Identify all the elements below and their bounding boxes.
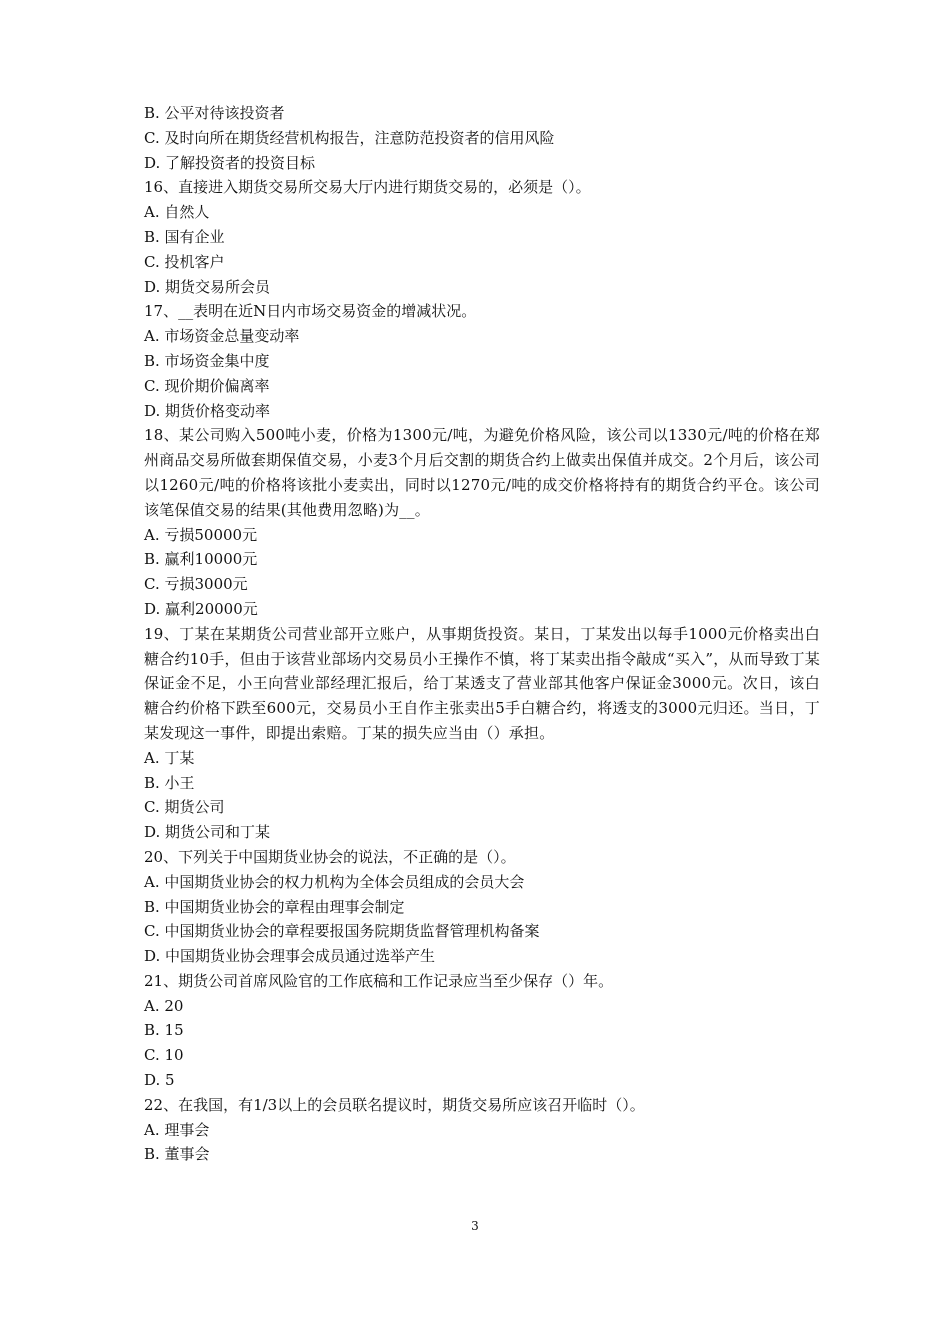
page-content	[144, 101, 820, 1167]
option-16-a: A. 自然人	[144, 203, 210, 222]
option-19-c: C. 期货公司	[144, 798, 225, 817]
option-19-a: A. 丁某	[144, 748, 195, 767]
option-18-d: D. 赢利20000元	[144, 599, 258, 618]
option-20-b: B. 中国期货业协会的章程由理事会制定	[144, 897, 405, 916]
option-21-d: D. 5	[144, 1071, 175, 1090]
question-22: 22、在我国，有1/3以上的会员联名提议时，期货交易所应该召开临时（）。	[144, 1095, 645, 1114]
option-17-c: C. 现价期价偏离率	[144, 376, 270, 395]
option-15-c: C. 及时向所在期货经营机构报告，注意防范投资者的信用风险	[144, 128, 555, 147]
question-19: 19、丁某在某期货公司营业部开立账户，从事期货投资。某日，丁某发出以每手1000元价格卖出白糖合约10手，但由于该营业部场内交易员小王操作不慎，将丁某卖出指令敲成“买入”，从而导致丁某保证金不足，小王向营业部经理汇报后，给丁某透支了营业部其他客户保证金3000元。次日，该白糖合约价格下跌至600元，交易员小王自作主张卖出5手白糖合约，将透支的3000元归还。当日，丁某发现这一事件，即提出索赔。丁某的损失应当由（）承担。	[144, 624, 820, 742]
option-15-d: D. 了解投资者的投资目标	[144, 153, 316, 172]
option-20-a: A. 中国期货业协会的权力机构为全体会员组成的会员大会	[144, 872, 525, 891]
question-20: 20、下列关于中国期货业协会的说法，不正确的是（）。	[144, 847, 516, 866]
question-16: 16、直接进入期货交易所交易大厅内进行期货交易的，必须是（）。	[144, 178, 591, 197]
option-20-c: C. 中国期货业协会的章程要报国务院期货监督管理机构备案	[144, 922, 540, 941]
option-19-b: B. 小王	[144, 773, 195, 792]
option-17-d: D. 期货价格变动率	[144, 401, 271, 420]
option-17-b: B. 市场资金集中度	[144, 351, 270, 370]
option-21-c: C. 10	[144, 1046, 184, 1065]
option-21-b: B. 15	[144, 1021, 184, 1040]
option-16-d: D. 期货交易所会员	[144, 277, 271, 296]
option-16-b: B. 国有企业	[144, 227, 225, 246]
option-21-a: A. 20	[144, 996, 184, 1015]
page-number: 3	[471, 1219, 479, 1233]
option-16-c: C. 投机客户	[144, 252, 225, 271]
question-18: 18、某公司购入500吨小麦，价格为1300元/吨，为避免价格风险，该公司以1330元/吨的价格在郑州商品交易所做套期保值交易，小麦3个月后交割的期货合约上做卖出保值并成交。2个月后，该公司以1260元/吨的价格将该批小麦卖出，同时以1270元/吨的成交价格将持有的期货合约平仓。该公司该笔保值交易的结果(其他费用忽略)为__。	[144, 426, 820, 519]
option-22-a: A. 理事会	[144, 1120, 210, 1139]
question-17: 17、__表明在近N日内市场交易资金的增减状况。	[144, 302, 477, 321]
option-20-d: D. 中国期货业协会理事会成员通过选举产生	[144, 947, 436, 966]
option-18-a: A. 亏损50000元	[144, 525, 258, 544]
option-22-b: B. 董事会	[144, 1145, 210, 1164]
option-18-b: B. 赢利10000元	[144, 550, 258, 569]
option-18-c: C. 亏损3000元	[144, 575, 248, 594]
option-17-a: A. 市场资金总量变动率	[144, 327, 300, 346]
option-19-d: D. 期货公司和丁某	[144, 823, 271, 842]
option-15-b: B. 公平对待该投资者	[144, 104, 285, 122]
question-21: 21、期货公司首席风险官的工作底稿和工作记录应当至少保存（）年。	[144, 971, 614, 990]
